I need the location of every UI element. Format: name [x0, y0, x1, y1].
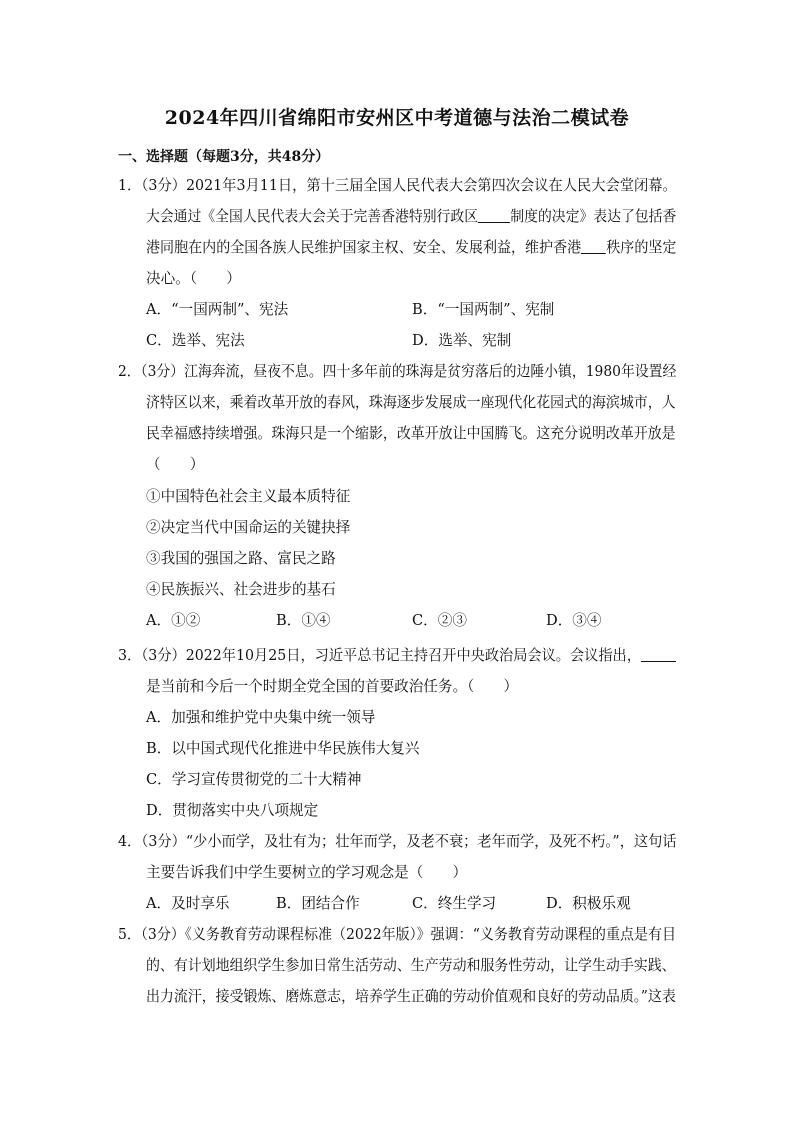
q3-blank: [641, 647, 676, 662]
q3-option-d: D．贯彻落实中央八项规定: [146, 802, 319, 819]
q1-option-d: D．选举、宪制: [412, 332, 512, 349]
q3-line-2: 是当前和今后一个时期全党全国的首要政治任务。（ ）: [146, 678, 519, 695]
q1-line-3: [146, 238, 676, 258]
page-title: 2024年四川省绵阳市安州区中考道德与法治二模试卷: [164, 107, 630, 129]
q1-blank-1: [478, 208, 510, 223]
q4-line-1: 4．（3分）“少小而学，及壮有为；壮年而学，及老不衰；老年而学，及死不朽。”，这句话: [118, 833, 677, 850]
q4-option-d: D．积极乐观: [546, 895, 631, 912]
q5-line-3: 出力流汗，接受锻炼、磨炼意志，培养学生正确的劳动价值观和良好的劳动品质。”这表: [146, 988, 676, 1005]
q2-option-a: A．①②: [146, 612, 201, 629]
q2-statement-3: ③我国的强国之路、富民之路: [146, 550, 336, 567]
q1-blank-2: [581, 239, 606, 254]
q3-option-b: B．以中国式现代化推进中华民族伟大复兴: [146, 740, 420, 757]
q1-line-2-text-a: 大会通过《全国人民代表大会关于完善香港特别行政区: [146, 208, 479, 225]
q2-statement-4: ④民族振兴、社会进步的基石: [146, 581, 336, 598]
q1-line-3-text-a: 港同胞在内的全国各族人民维护国家主权、安全、发展利益，维护香港: [146, 239, 582, 256]
q5-line-2: 的、有计划地组织学生参加日常生活劳动、生产劳动和服务性劳动，让学生动手实践、: [146, 957, 676, 974]
q4-option-c: C．终生学习: [412, 895, 497, 912]
q2-statement-2: ②决定当代中国命运的关键抉择: [146, 519, 351, 536]
q1-option-a: A．“一国两制”、宪法: [146, 301, 289, 318]
q2-line-2: 济特区以来，乘着改革开放的春风，珠海逐步发展成一座现代化花园式的海滨城市，人: [146, 394, 676, 411]
q1-line-4: 决心。（ ）: [146, 270, 241, 287]
q2-line-1: 2．（3分）江海奔流，昼夜不息。四十多年前的珠海是贫穷落后的边陲小镇，1980年设置经: [118, 363, 677, 380]
q2-option-c: C．②③: [412, 612, 467, 629]
q4-option-b: B．团结合作: [276, 895, 360, 912]
q4-line-2: 主要告诉我们中学生要树立的学习观念是（ ）: [146, 864, 468, 881]
q3-option-c: C．学习宣传贯彻党的二十大精神: [146, 771, 362, 788]
q3-option-a: A．加强和维护党中央集中统一领导: [146, 709, 376, 726]
q1-line-2: [146, 207, 676, 227]
q5-line-1: 5．（3分）《义务教育劳动课程标准（2022年版）》强调：“义务教育劳动课程的重点是有目: [118, 926, 676, 943]
q3-line-1-text: 3．（3分）2022年10月25日，习近平总书记主持召开中央政治局会议。会议指出，: [118, 647, 641, 664]
q1-option-c: C．选举、宪法: [146, 332, 245, 349]
q2-option-b: B．①④: [276, 612, 331, 629]
q2-line-4: （ ）: [146, 456, 205, 473]
q2-statement-1: ①中国特色社会主义最本质特征: [146, 488, 351, 505]
q1-line-1: 1．（3分）2021年3月11日，第十三届全国人民代表大会第四次会议在人民大会堂闭幕。: [118, 177, 677, 194]
q1-line-3-text-b: 秩序的坚定: [606, 239, 677, 256]
q1-option-b: B．“一国两制”、宪制: [412, 301, 555, 318]
q4-option-a: A．及时享乐: [146, 895, 230, 912]
q3-line-1: [118, 646, 676, 666]
q2-line-3: 民幸福感持续增强。珠海只是一个缩影，改革开放让中国腾飞。这充分说明改革开放是: [146, 425, 676, 442]
q1-line-2-text-b: 制度的决定》表达了包括香: [510, 208, 677, 225]
section-heading: 一、选择题（每题3分，共48分）: [118, 149, 330, 165]
q2-option-d: D．③④: [546, 612, 602, 629]
